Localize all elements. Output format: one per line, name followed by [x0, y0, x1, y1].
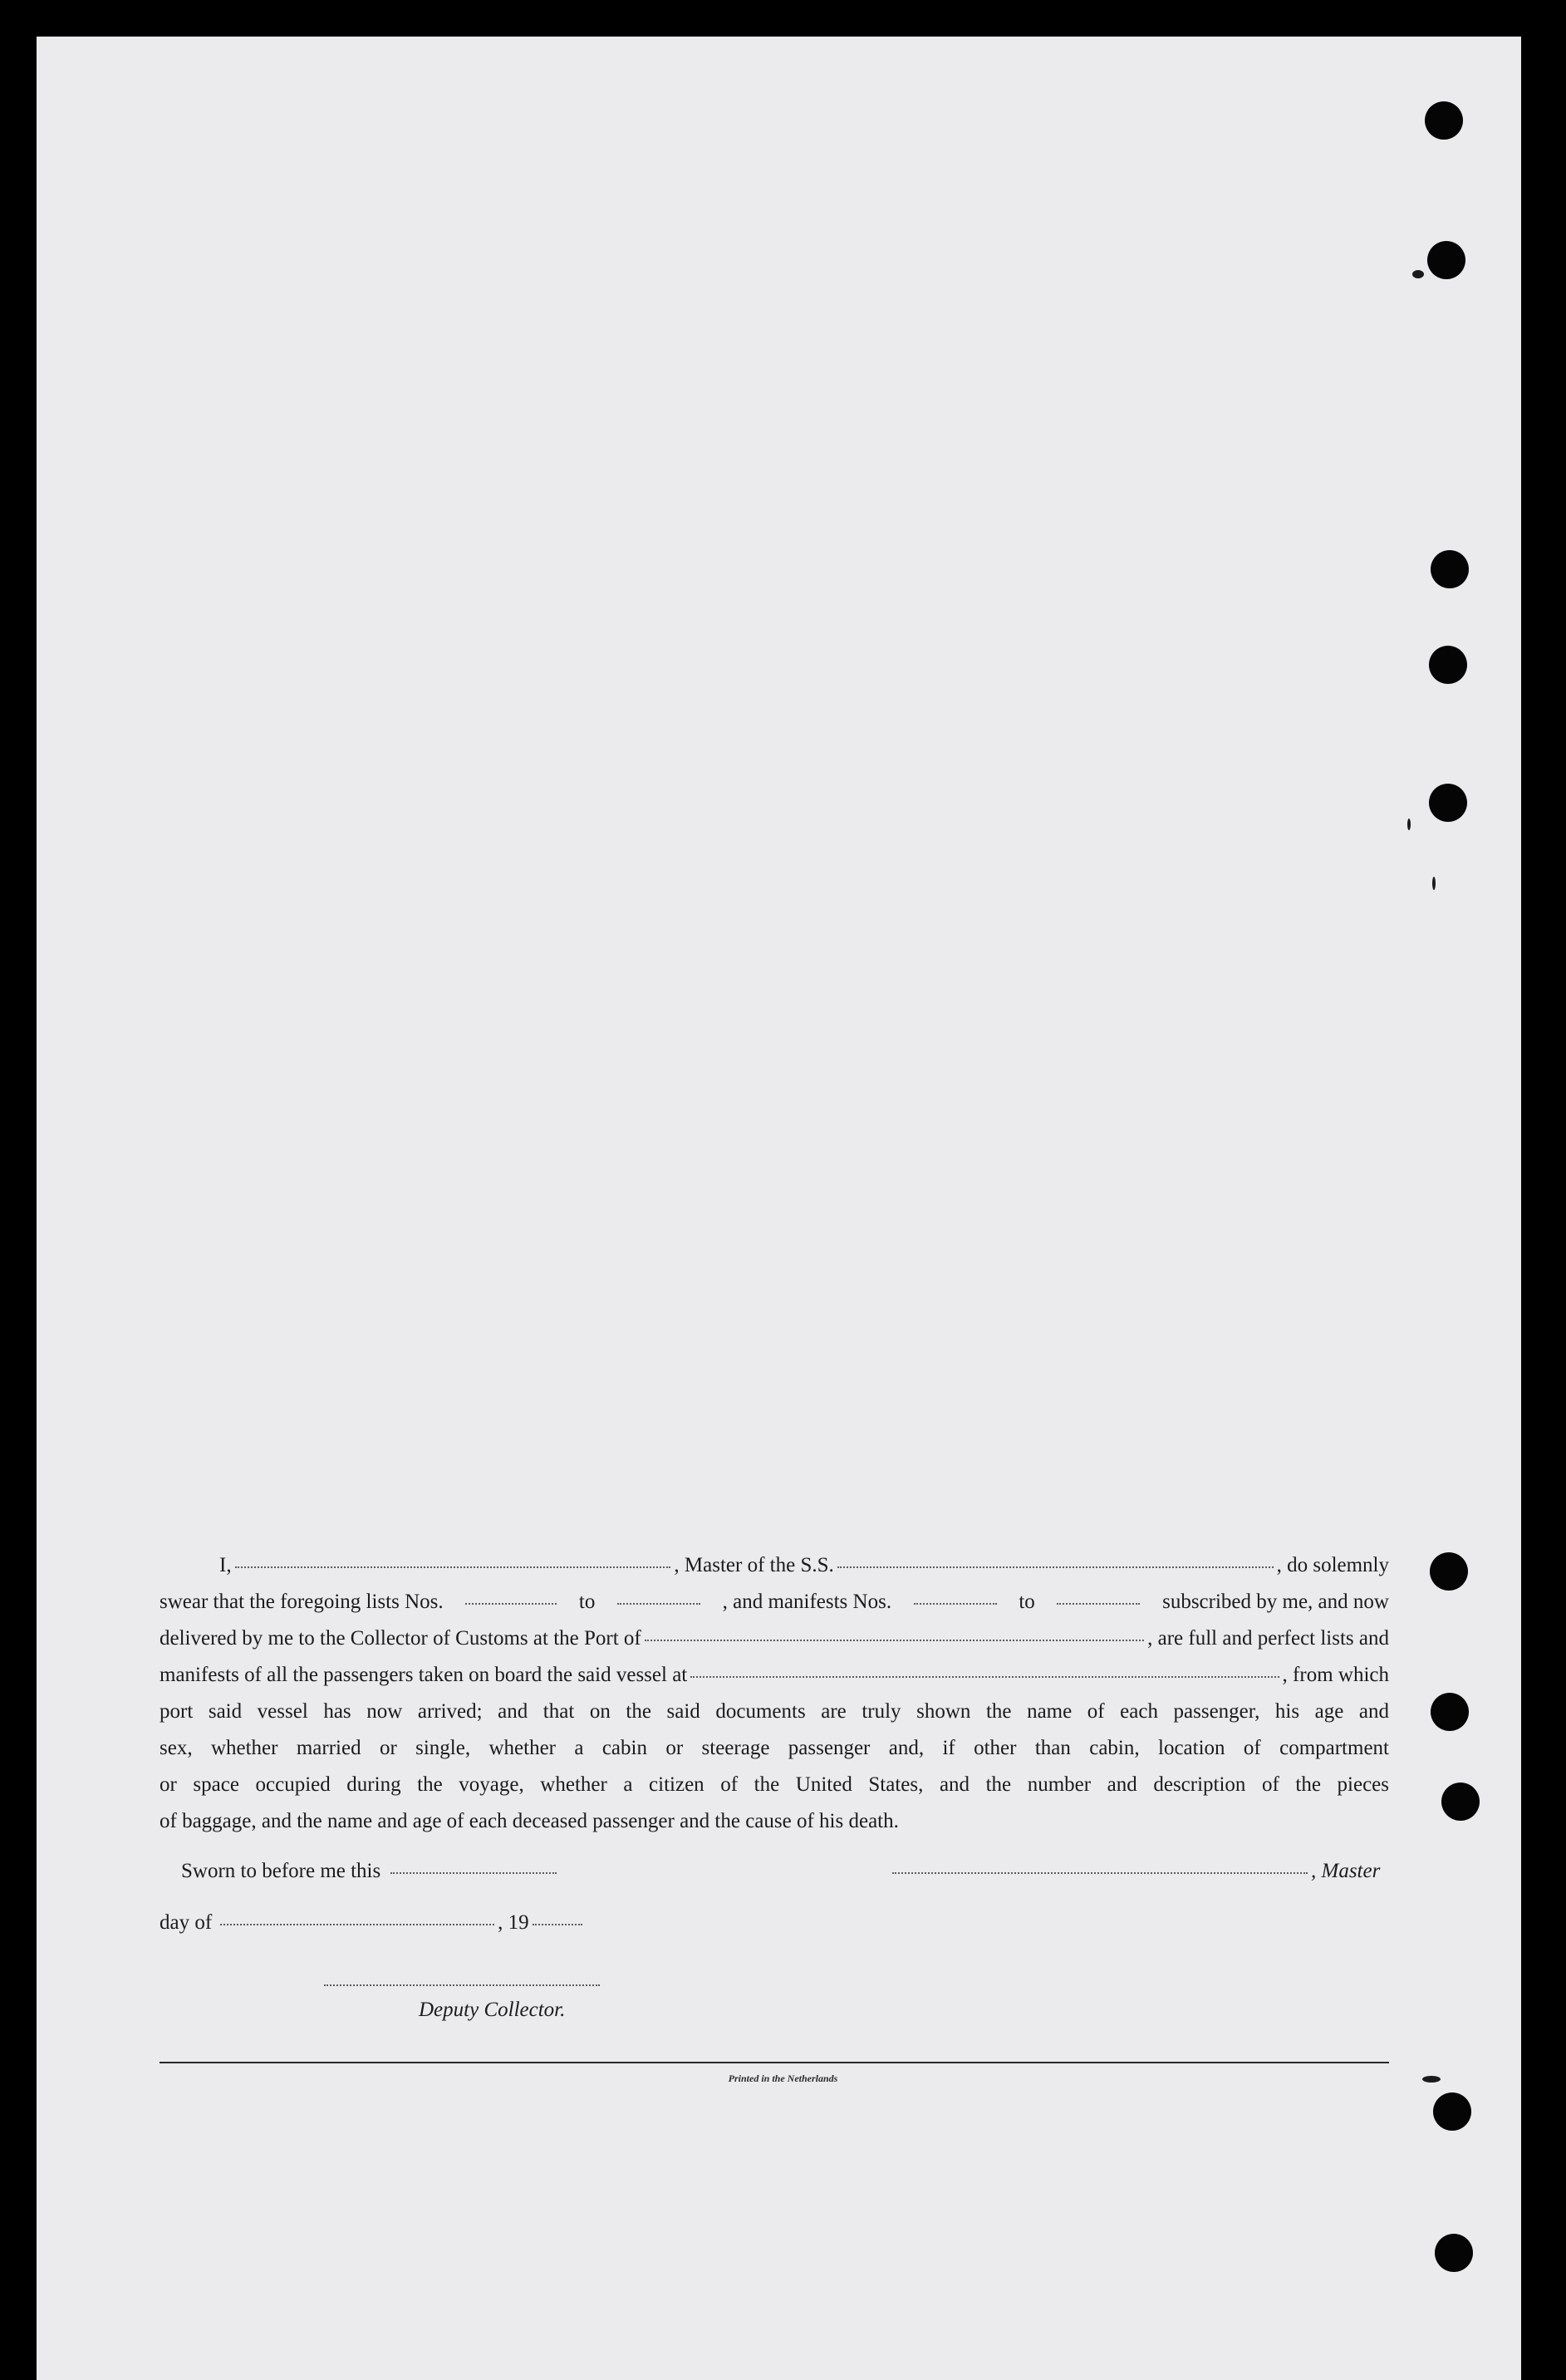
lists-to-field[interactable]	[617, 1603, 700, 1605]
oath-text: port said vessel has now arrived; and that on the said documents are truly shown the name of each passenger, his age and	[160, 1700, 1389, 1723]
manifest-sheet	[37, 37, 1521, 2380]
oath-text: I,	[219, 1554, 232, 1576]
day-of-field[interactable]	[220, 1924, 494, 1925]
year-field[interactable]	[533, 1924, 582, 1925]
sworn-line	[181, 1860, 560, 1883]
punch-hole	[1433, 2092, 1471, 2131]
year-prefix: , 19	[498, 1911, 529, 1934]
day-label: day of	[160, 1911, 213, 1934]
oath-text: , from which	[1282, 1664, 1389, 1686]
punch-hole	[1425, 101, 1463, 140]
oath-line-2	[160, 1584, 1389, 1620]
oath-line-4	[160, 1657, 1389, 1694]
punch-hole	[1430, 1552, 1468, 1591]
oath-line-3	[160, 1620, 1389, 1657]
oath-line-7	[160, 1767, 1389, 1803]
punch-hole	[1431, 1693, 1469, 1731]
oath-text: , Master of the S.S.	[674, 1554, 834, 1576]
oath-text: to	[578, 1591, 596, 1613]
manifests-to-field[interactable]	[1057, 1603, 1140, 1605]
oath-text: manifests of all the passengers taken on board the said vessel at	[160, 1664, 688, 1686]
punch-hole	[1429, 784, 1467, 822]
oath-text: delivered by me to the Collector of Customs at the Port of	[160, 1627, 641, 1650]
speck	[1432, 877, 1436, 890]
punch-hole	[1431, 550, 1469, 588]
master-oath	[160, 1547, 1389, 1840]
footer-rule	[160, 2062, 1389, 2063]
master-signature-line	[889, 1860, 1380, 1883]
punch-hole	[1435, 2234, 1473, 2272]
master-suffix: , Master	[1311, 1860, 1381, 1882]
master-signature-field[interactable]	[892, 1872, 1308, 1874]
sworn-date-field[interactable]	[390, 1872, 557, 1874]
day-line	[160, 1911, 586, 1935]
punch-hole	[1429, 646, 1467, 684]
master-name-field[interactable]	[235, 1566, 671, 1568]
punch-hole	[1427, 241, 1465, 279]
printed-in-label: Printed in the Netherlands	[728, 2073, 838, 2084]
embark-port-field[interactable]	[690, 1676, 1279, 1678]
oath-text: sex, whether married or single, whether a cabin or steerage passenger and, if other than cabin, location of compartment	[160, 1737, 1389, 1759]
oath-text: , do solemnly	[1276, 1554, 1390, 1576]
oath-line-1	[160, 1547, 1389, 1584]
oath-line-8	[160, 1803, 1389, 1840]
oath-text: of baggage, and the name and age of each deceased passenger and the cause of his death.	[160, 1810, 899, 1832]
speck	[1412, 270, 1424, 278]
speck	[1407, 819, 1411, 830]
oath-text: , are full and perfect lists and	[1147, 1627, 1389, 1650]
manifests-from-field[interactable]	[914, 1603, 997, 1605]
deputy-collector-label: Deputy Collector.	[419, 1999, 566, 2021]
oath-line-5	[160, 1694, 1389, 1730]
vessel-name-field[interactable]	[837, 1566, 1274, 1568]
punch-hole	[1441, 1783, 1480, 1821]
oath-text: , and manifests Nos.	[722, 1591, 892, 1613]
oath-text: swear that the foregoing lists Nos.	[160, 1591, 444, 1613]
deputy-signature-field[interactable]	[324, 1974, 600, 1986]
sworn-label: Sworn to before me this	[181, 1860, 381, 1882]
oath-text: subscribed by me, and now	[1162, 1591, 1389, 1613]
oath-line-6	[160, 1730, 1389, 1767]
oath-text: or space occupied during the voyage, whether a citizen of the United States, and the number and description of the pieces	[160, 1773, 1389, 1796]
bleed-through-text	[552, 116, 901, 266]
port-field[interactable]	[645, 1640, 1144, 1641]
lists-from-field[interactable]	[465, 1603, 557, 1605]
oath-text: to	[1019, 1591, 1035, 1613]
